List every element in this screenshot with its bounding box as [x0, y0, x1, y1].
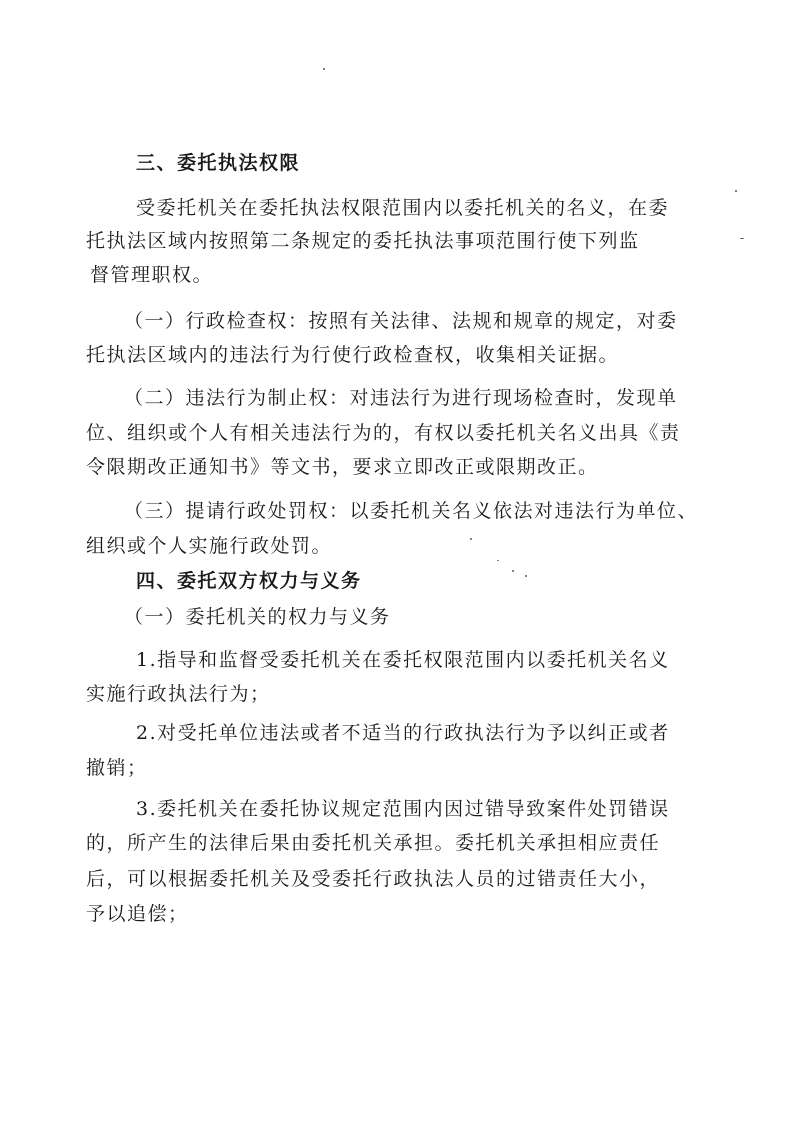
item2-line-2: 位、组织或个人有相关违法行为的，有权以委托机关名义出具《责	[86, 422, 681, 444]
scan-speck	[525, 575, 527, 577]
point3-line-2: 的，所产生的法律后果由委托机关承担。委托机关承担相应责任	[86, 832, 661, 854]
item2-line-1: （二）违法行为制止权：对违法行为进行现场检查时，发现单	[124, 387, 678, 409]
item2-line-3: 令限期改正通知书》等文书，要求立即改正或限期改正。	[86, 456, 599, 478]
item3-line-1: （三）提请行政处罚权：以委托机关名义依法对违法行为单位、	[124, 500, 699, 522]
point2-line-2: 撤销；	[86, 757, 148, 779]
point3-line-4: 予以追偿；	[86, 903, 189, 925]
item1-line-1: （一）行政检查权：按照有关法律、法规和规章的规定，对委	[124, 310, 678, 332]
section4-heading: 四、委托双方权力与义务	[136, 570, 362, 592]
section3-heading: 三、委托执法权限	[136, 152, 301, 174]
scan-speck	[735, 190, 737, 192]
point3-line-3: 后，可以根据委托机关及受委托行政执法人员的过错责任大小，	[86, 868, 661, 890]
point3-line-1: 3.委托机关在委托协议规定范围内因过错导致案件处罚错误	[136, 798, 670, 820]
section3-paragraph-line-3: 督管理职权。	[90, 264, 214, 286]
section3-paragraph-line-2: 托执法区域内按照第二条规定的委托执法事项范围行使下列监	[86, 230, 640, 252]
scan-speck	[497, 560, 499, 561]
scan-speck	[470, 538, 472, 540]
section3-paragraph-line-1: 受委托机关在委托执法权限范围内以委托机关的名义，在委	[136, 197, 670, 219]
scan-speck	[740, 238, 744, 239]
point2-line-1: 2.对受托单位违法或者不适当的行政执法行为予以纠正或者	[136, 722, 670, 744]
scan-speck	[512, 570, 514, 572]
scan-speck	[323, 68, 325, 70]
point1-line-1: 1.指导和监督受委托机关在委托权限范围内以委托机关名义	[136, 649, 670, 671]
item3-line-2: 组织或个人实施行政处罚。	[86, 535, 333, 557]
point1-line-2: 实施行政执法行为；	[86, 683, 271, 705]
subsection1-heading: （一）委托机关的权力与义务	[124, 606, 391, 628]
item1-line-2: 托执法区域内的违法行为行使行政检查权，收集相关证据。	[86, 344, 620, 366]
